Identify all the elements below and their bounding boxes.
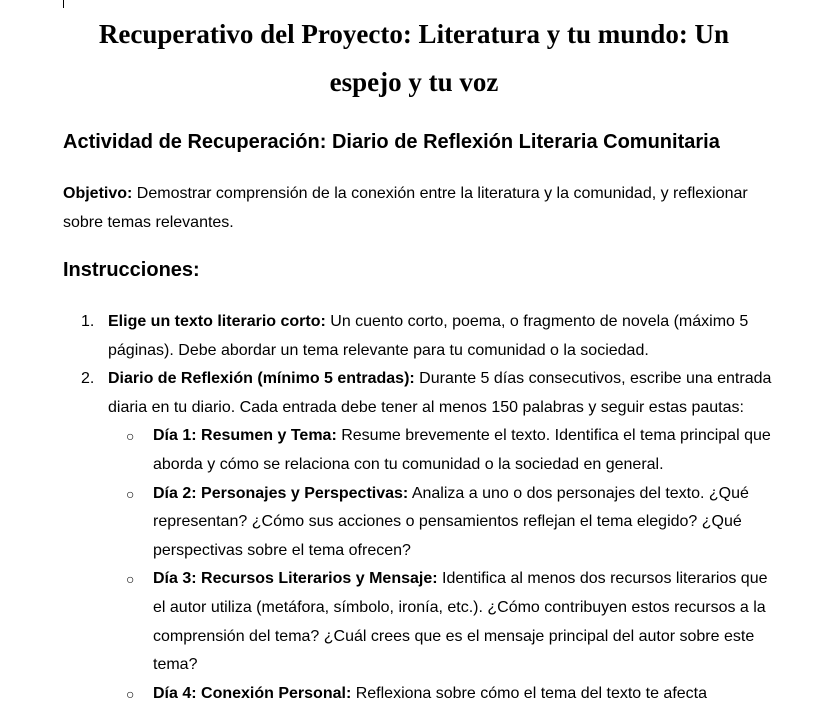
bullet-circle-icon: ○ [126, 485, 135, 502]
day-text: Reflexiona sobre cómo el tema del texto te afecta [351, 684, 708, 702]
text-cursor [63, 0, 64, 8]
step-title: Elige un texto literario corto: [108, 313, 326, 330]
day-title: Día 3: Recursos Literarios y Mensaje: [153, 570, 438, 588]
list-item [63, 308, 773, 365]
bullet-circle-icon: ○ [126, 428, 135, 445]
bullet-circle-icon: ○ [126, 571, 135, 588]
step-title: Diario de Reflexión (mínimo 5 entradas): [108, 370, 415, 388]
objective-paragraph [63, 179, 763, 237]
day-text: Analiza a uno o dos personajes del texto. ¿Qué representan? ¿Cómo sus acciones o pensamientos reflejan el tema elegido? ¿Qué perspectivas sobre el tema ofrecen? [153, 484, 749, 559]
list-number: 2. [81, 370, 95, 388]
objective-label: Objetivo: [63, 185, 133, 202]
list-item [63, 365, 773, 708]
activity-heading: Actividad de Recuperación: Diario de Reflexión Literaria Comunitaria [63, 131, 720, 153]
diary-days-list [108, 422, 773, 708]
document-title: Recuperativo del Proyecto: Literatura y tu mundo: Un espejo y tu voz [98, 19, 730, 97]
step-text: Un cuento corto, poema, o fragmento de novela (máximo 5 páginas). Debe abordar un tema relevante para tu comunidad o la sociedad. [108, 313, 749, 359]
list-number: 1. [81, 313, 95, 330]
bullet-circle-icon: ○ [126, 685, 135, 702]
instructions-list [63, 308, 773, 708]
day-title: Día 1: Resumen y Tema: [153, 427, 337, 445]
instructions-heading: Instrucciones: [63, 259, 200, 281]
objective-text: Demostrar comprensión de la conexión entre la literatura y la comunidad, y reflexionar sobre temas relevantes. [63, 185, 748, 231]
day-title: Día 2: Personajes y Perspectivas: [153, 484, 409, 502]
day-text: Resume brevemente el texto. Identifica el tema principal que aborda y cómo se relaciona con tu comunidad o la sociedad en general. [153, 427, 771, 473]
list-item [108, 680, 773, 709]
list-item [108, 480, 773, 566]
step-text: Durante 5 días consecutivos, escribe una entrada diaria en tu diario. Cada entrada debe tener al menos 150 palabras y seguir estas pautas: [108, 370, 772, 416]
day-text: Identifica al menos dos recursos literarios que el autor utiliza (metáfora, símbolo, ironía, etc.). ¿Cómo contribuyen estos recursos a la comprensión del tema? ¿Cuál crees que es el mensaje principal del autor sobre este tema? [153, 570, 768, 674]
list-item [108, 565, 773, 679]
day-title: Día 4: Conexión Personal: [153, 684, 352, 702]
list-item [108, 422, 773, 479]
